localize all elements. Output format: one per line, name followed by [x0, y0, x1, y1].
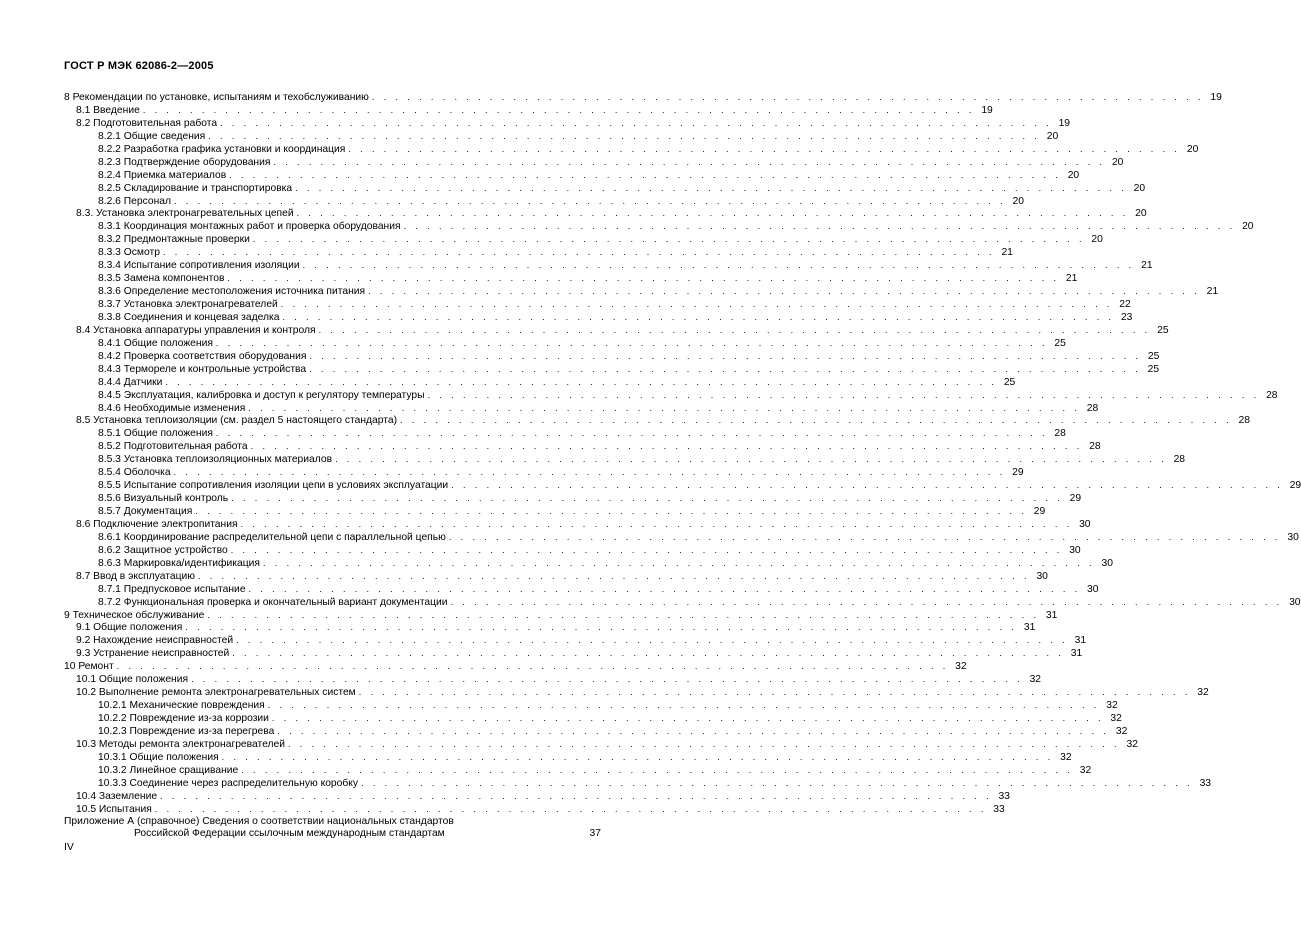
toc-entry-page: 21: [1065, 273, 1078, 285]
toc-entry-title: 8.3.8 Соединения и концевая заделка: [98, 312, 282, 325]
toc-entry-title: 8.3.2 Предмонтажные проверки: [98, 234, 253, 247]
toc-entry: [64, 324, 1169, 337]
toc-entry-title: 8.5.7 Документация: [98, 506, 195, 519]
toc-dot-leader: . . . . . . . . . . . . . . . . . . . . . . . . . . . . . . . . . . . . . . . . . . . . . . . . . . . . . . . . . . . . . . . . . . . . . . .: [427, 389, 1260, 400]
toc-entry-title: 10.2.3 Повреждение из-за перегрева: [98, 726, 277, 739]
toc-entry: [64, 531, 1299, 544]
toc-entry-title: 8.4.6 Необходимые изменения: [98, 403, 248, 416]
toc-entry-page: 25: [1054, 337, 1066, 349]
toc-entry-page: 31: [1023, 622, 1036, 634]
toc-entry-page: 21: [1001, 247, 1013, 259]
toc-entry-title: 8.3.4 Испытание сопротивления изоляции: [98, 260, 303, 273]
toc-entry-title: 8 Рекомендации по установке, испытаниям и техобслуживанию: [64, 92, 372, 105]
toc-entry: [64, 117, 1071, 130]
toc-dot-leader: . . . . . . . . . . . . . . . . . . . . . . . . . . . . . . . . . . . . . . . . . . . . . . . . . . . . . . . . . . . . . . . . . . . . . . .: [295, 182, 1128, 193]
toc-entry-page: 29: [1033, 506, 1046, 517]
toc-entry-page: 28: [1086, 402, 1099, 414]
toc-entry-title: 8.1 Введение: [76, 105, 143, 118]
toc-entry-title: 10.3 Методы ремонта электронагревателей: [76, 739, 288, 752]
toc-entry-page: 31: [1074, 635, 1087, 647]
toc-entry: [64, 350, 1160, 363]
toc-dot-leader: . . . . . . . . . . . . . . . . . . . . . . . . . . . . . . . . . . . . . . . . . . . . . . . . . . . . . . . . . . . . . . . . . . . . . . .: [154, 803, 987, 814]
toc-entry-title: 10.3.2 Линейное сращивание: [98, 765, 241, 778]
toc-entry: [64, 751, 1072, 764]
toc-entry-title: 10.2.2 Повреждение из-за коррозии: [98, 713, 272, 726]
toc-entry-page: 33: [993, 803, 1005, 815]
toc-entry-title: 8.5.1 Общие положения: [98, 428, 216, 441]
toc-dot-leader: . . . . . . . . . . . . . . . . . . . . . . . . . . . . . . . . . . . . . . . . . . . . . . . . . . . . . . . . . . . . . . . . . . . . . . .: [227, 273, 1060, 284]
toc-entry-title: 10.4 Заземление: [76, 791, 160, 804]
toc-dot-leader: . . . . . . . . . . . . . . . . . . . . . . . . . . . . . . . . . . . . . . . . . . . . . . . . . . . . . . . . . . . . . . . . . . . . . . .: [371, 92, 1204, 102]
toc-entry-page: 33: [998, 790, 1011, 802]
toc-entry: [64, 220, 1254, 233]
toc-dot-leader: . . . . . . . . . . . . . . . . . . . . . . . . . . . . . . . . . . . . . . . . . . . . . . . . . . . . . . . . . . . . . . . . . . . . . . .: [262, 557, 1095, 568]
toc-entry-title: 9.2 Нахождение неисправностей: [76, 635, 236, 648]
toc-entry: [64, 466, 1024, 479]
toc-entry-title: 8.5.3 Установка теплоизоляционных материалов: [98, 454, 335, 467]
toc-appendix-line1: Приложение А (справочное) Сведения о соответствии национальных стандартов: [64, 815, 454, 827]
toc-dot-leader: . . . . . . . . . . . . . . . . . . . . . . . . . . . . . . . . . . . . . . . . . . . . . . . . . . . . . . . . . . . . . . . . . . . . . . .: [195, 506, 1028, 516]
toc-dot-leader: . . . . . . . . . . . . . . . . . . . . . . . . . . . . . . . . . . . . . . . . . . . . . . . . . . . . . . . . . . . . . . . . . . . . . . .: [173, 467, 1006, 478]
toc-entry-page: 30: [1101, 557, 1113, 569]
toc-entry: [64, 777, 1212, 790]
toc-entry: [64, 311, 1133, 324]
toc-entry-title: 10.3.3 Соединение через распределительную коробку: [98, 778, 361, 791]
toc-entry: [64, 427, 1066, 440]
toc-dot-leader: . . . . . . . . . . . . . . . . . . . . . . . . . . . . . . . . . . . . . . . . . . . . . . . . . . . . . . . . . . . . . . . . . . . . . . .: [248, 583, 1081, 594]
toc-entry-title: 8.6.2 Защитное устройство: [98, 545, 231, 558]
toc-entry-title: 8.7 Ввод в эксплуатацию: [76, 571, 198, 584]
toc-entry-page: 29: [1289, 480, 1301, 492]
toc-dot-leader: . . . . . . . . . . . . . . . . . . . . . . . . . . . . . . . . . . . . . . . . . . . . . . . . . . . . . . . . . . . . . . . . . . . . . . .: [220, 117, 1053, 128]
toc-entry-page: 30: [1087, 583, 1099, 595]
toc-entry: [64, 712, 1122, 725]
toc-entry-page: 20: [1067, 169, 1080, 181]
toc-entry-page: 30: [1079, 518, 1091, 530]
toc-appendix-title: Российской Федерации ссылочным международным стандартам: [134, 828, 445, 840]
toc-entry: [64, 621, 1036, 634]
toc-entry-page: 19: [1210, 92, 1222, 103]
toc-entry: [64, 91, 1222, 104]
toc-entry-title: 8.7.2 Функциональная проверка и окончательный вариант документации: [98, 597, 451, 610]
toc-entry-page: 20: [1135, 208, 1147, 220]
toc-entry-title: 8.5.2 Подготовительная работа: [98, 441, 251, 454]
toc-entry: [64, 647, 1083, 660]
toc-dot-leader: . . . . . . . . . . . . . . . . . . . . . . . . . . . . . . . . . . . . . . . . . . . . . . . . . . . . . . . . . . . . . . . . . . . . . . .: [267, 700, 1100, 711]
toc-dot-leader: . . . . . . . . . . . . . . . . . . . . . . . . . . . . . . . . . . . . . . . . . . . . . . . . . . . . . . . . . . . . . . . . . . . . . . .: [207, 609, 1040, 620]
toc-entry-title: 8.3. Установка электронагревательных цепей: [76, 208, 297, 221]
toc-dot-leader: . . . . . . . . . . . . . . . . . . . . . . . . . . . . . . . . . . . . . . . . . . . . . . . . . . . . . . . . . . . . . . . . . . . . . . .: [282, 311, 1115, 322]
toc-entry-page: 21: [1206, 286, 1219, 298]
toc-dot-leader: . . . . . . . . . . . . . . . . . . . . . . . . . . . . . . . . . . . . . . . . . . . . . . . . . . . . . . . . . . . . . . . . . . . . . . .: [221, 751, 1054, 762]
toc-entry: [64, 803, 1005, 816]
document-header: ГОСТ Р МЭК 62086-2—2005: [64, 60, 214, 72]
toc-entry-title: 8.2.5 Складирование и транспортировка: [98, 183, 295, 196]
toc-entry: [64, 259, 1153, 272]
toc-entry-title: 8.5.4 Оболочка: [98, 467, 174, 480]
toc-entry-title: 8.4.2 Проверка соответствия оборудования: [98, 351, 309, 364]
toc-entry-title: 8.4.1 Общие положения: [98, 338, 216, 351]
toc-entry-page: 20: [1111, 156, 1124, 168]
toc-entry-title: 8.2.6 Персонал: [98, 196, 174, 209]
toc-entry: [64, 363, 1160, 376]
toc-entry: [64, 596, 1301, 609]
toc-entry: [64, 699, 1118, 712]
toc-entry: [64, 376, 1016, 389]
toc-entry: [64, 544, 1081, 557]
toc-entry: [64, 182, 1146, 195]
toc-entry-page: 28: [1089, 441, 1101, 453]
toc-entry-page: 32: [1060, 751, 1072, 763]
toc-entry: [64, 479, 1301, 492]
toc-entry-page: 28: [1266, 389, 1278, 401]
toc-entry: [64, 298, 1131, 311]
toc-entry-title: 8.2.1 Общие сведения: [98, 131, 208, 144]
toc-entry: [64, 143, 1199, 156]
toc-entry-page: 20: [1133, 182, 1146, 194]
toc-entry-page: 20: [1242, 221, 1254, 233]
toc-entry: [64, 233, 1103, 246]
toc-entry-title: 9.1 Общие положения: [76, 622, 185, 635]
toc-entry-page: 32: [955, 661, 967, 673]
toc-entry: [64, 660, 967, 673]
toc-entry: [64, 570, 1048, 583]
page-number-footer: IV: [64, 841, 74, 853]
toc-entry-page: 33: [1199, 777, 1212, 789]
toc-dot-leader: . . . . . . . . . . . . . . . . . . . . . . . . . . . . . . . . . . . . . . . . . . . . . . . . . . . . . . . . . . . . . . . . . . . . . . .: [215, 337, 1048, 348]
toc-entry-page: 29: [1012, 467, 1024, 479]
toc-entry: [64, 673, 1042, 686]
toc-entry: [64, 207, 1147, 220]
toc-dot-leader: . . . . . . . . . . . . . . . . . . . . . . . . . . . . . . . . . . . . . . . . . . . . . . . . . . . . . . . . . . . . . . . . . . . . . . .: [162, 247, 995, 258]
toc-entry-page: 20: [1186, 143, 1199, 155]
toc-dot-leader: . . . . . . . . . . . . . . . . . . . . . . . . . . . . . . . . . . . . . . . . . . . . . . . . . . . . . . . . . . . . . . . . . . . . . . .: [287, 738, 1120, 749]
toc-entry-title: 8.6 Подключение электропитания: [76, 519, 241, 532]
toc-entry: [64, 195, 1024, 208]
toc-dot-leader: . . . . . . . . . . . . . . . . . . . . . . . . . . . . . . . . . . . . . . . . . . . . . . . . . . . . . . . . . . . . . . . . . . . . . . .: [302, 260, 1135, 271]
toc-dot-leader: . . . . . . . . . . . . . . . . . . . . . . . . . . . . . . . . . . . . . . . . . . . . . . . . . . . . . . . . . . . . . . . . . . . . . . .: [208, 130, 1041, 141]
toc-entry: [64, 686, 1209, 699]
toc-entry-page: 19: [1058, 117, 1071, 129]
toc-entry: [64, 505, 1046, 518]
toc-dot-leader: . . . . . . . . . . . . . . . . . . . . . . . . . . . . . . . . . . . . . . . . . . . . . . . . . . . . . . . . . . . . . . . . . . . . . . .: [231, 493, 1064, 504]
toc-entry: [64, 169, 1080, 182]
toc-entry-page: 29: [1069, 493, 1082, 505]
toc-entry: [64, 790, 1011, 803]
toc-entry: [64, 130, 1059, 143]
toc-entry-title: 8.5 Установка теплоизоляции (см. раздел 5 настоящего стандарта): [76, 415, 400, 428]
toc-dot-leader: . . . . . . . . . . . . . . . . . . . . . . . . . . . . . . . . . . . . . . . . . . . . . . . . . . . . . . . . . . . . . . . . . . . . . . .: [229, 169, 1062, 180]
toc-entry: [64, 440, 1101, 453]
toc-dot-leader: . . . . . . . . . . . . . . . . . . . . . . . . . . . . . . . . . . . . . . . . . . . . . . . . . . . . . . . . . . . . . . . . . . . . . . .: [165, 376, 998, 387]
toc-entry-title: 8.4.4 Датчики: [98, 377, 165, 390]
toc-entry-title: 10.2 Выполнение ремонта электронагревательных систем: [76, 687, 359, 700]
toc-dot-leader: . . . . . . . . . . . . . . . . . . . . . . . . . . . . . . . . . . . . . . . . . . . . . . . . . . . . . . . . . . . . . . . . . . . . . . .: [358, 687, 1191, 698]
toc-entry: [64, 156, 1124, 169]
toc-dot-leader: . . . . . . . . . . . . . . . . . . . . . . . . . . . . . . . . . . . . . . . . . . . . . . . . . . . . . . . . . . . . . . . . . . . . . . .: [230, 544, 1063, 555]
toc-entry-title: 8.2 Подготовительная работа: [76, 118, 220, 131]
toc-entry-title: 8.2.2 Разработка графика установки и координация: [98, 144, 348, 157]
toc-entry: [64, 583, 1099, 596]
toc-dot-leader: . . . . . . . . . . . . . . . . . . . . . . . . . . . . . . . . . . . . . . . . . . . . . . . . . . . . . . . . . . . . . . . . . . . . . . .: [142, 104, 975, 115]
toc-entry: [64, 337, 1066, 350]
toc-entry-page: 32: [1126, 738, 1138, 750]
toc-entry-page: 21: [1141, 260, 1153, 272]
toc-entry: [64, 246, 1013, 259]
toc-entry-page: 31: [1045, 609, 1058, 621]
toc-entry-page: 32: [1106, 700, 1118, 712]
toc-entry-title: 10.3.1 Общие положения: [98, 752, 222, 765]
toc-entry: [64, 725, 1128, 738]
toc-entry-title: 8.2.3 Подтверждение оборудования: [98, 157, 273, 170]
toc-entry-page: 20: [1012, 195, 1024, 207]
toc-entry-title: 9 Техническое обслуживание: [64, 610, 207, 623]
toc-entry: [64, 518, 1091, 531]
toc-entry-title: 8.6.3 Маркировка/идентификация: [98, 558, 263, 571]
toc-entry-title: 8.5.6 Визуальный контроль: [98, 493, 231, 506]
toc-dot-leader: . . . . . . . . . . . . . . . . . . . . . . . . . . . . . . . . . . . . . . . . . . . . . . . . . . . . . . . . . . . . . . . . . . . . . . .: [450, 596, 1283, 607]
table-of-contents: [64, 91, 1301, 841]
toc-entry-page: 32: [1110, 713, 1122, 724]
toc-dot-leader: . . . . . . . . . . . . . . . . . . . . . . . . . . . . . . . . . . . . . . . . . . . . . . . . . . . . . . . . . . . . . . . . . . . . . . .: [250, 441, 1083, 452]
toc-entry-title: 8.3.7 Установка электронагревателей: [98, 299, 281, 312]
toc-entry-title: 10.1 Общие положения: [76, 674, 191, 687]
toc-entry-page: 28: [1054, 428, 1066, 440]
toc-entry-title: 9.3 Устранение неисправностей: [76, 648, 232, 661]
toc-entry-title: 8.2.4 Приемка материалов: [98, 170, 229, 183]
toc-entry-page: 30: [1289, 596, 1301, 608]
toc-entry-page: 25: [1003, 376, 1016, 388]
toc-appendix-page: 37: [589, 828, 601, 840]
toc-entry: [64, 492, 1082, 505]
toc-dot-leader: . . . . . . . . . . . . . . . . . . . . . . . . . . . . . . . . . . . . . . . . . . . . . . . . . . . . . . . . . . . . . . . . . . . . . . .: [318, 324, 1151, 335]
toc-dot-leader: . . . . . . . . . . . . . . . . . . . . . . . . . . . . . . . . . . . . . . . . . . . . . . . . . . . . . . . . . . . . . . . . . . . . . . .: [348, 143, 1181, 154]
toc-entry-title: 8.6.1 Координирование распределительной цепи с параллельной цепью: [98, 532, 449, 545]
toc-entry: [64, 414, 1251, 427]
toc-entry: [64, 764, 1092, 777]
toc-entry: [64, 285, 1219, 298]
toc-entry-title: 10 Ремонт: [64, 661, 117, 674]
toc-entry: [64, 557, 1113, 570]
toc-entry-page: 25: [1147, 350, 1160, 362]
toc-appendix-line2: [64, 828, 601, 841]
toc-dot-leader: . . . . . . . . . . . . . . . . . . . . . . . . . . . . . . . . . . . . . . . . . . . . . . . . . . . . . . . . . . . . . . . . . . . . . . .: [280, 299, 1113, 309]
toc-entry-title: 8.4.3 Термореле и контрольные устройства: [98, 364, 309, 377]
toc-dot-leader: . . . . . . . . . . . . . . . . . . . . . . . . . . . . . . . . . . . . . . . . . . . . . . . . . . . . . . . . . . . . . . . . . . . . . . .: [448, 531, 1281, 542]
toc-dot-leader: . . . . . . . . . . . . . . . . . . . . . . . . . . . . . . . . . . . . . . . . . . . . . . . . . . . . . . . . . . . . . . . . . . . . . . .: [241, 764, 1074, 775]
toc-entry-page: 32: [1197, 687, 1209, 699]
toc-dot-leader: . . . . . . . . . . . . . . . . . . . . . . . . . . . . . . . . . . . . . . . . . . . . . . . . . . . . . . . . . . . . . . . . . . . . . . .: [309, 363, 1142, 374]
toc-entry: [64, 402, 1099, 415]
toc-dot-leader: . . . . . . . . . . . . . . . . . . . . . . . . . . . . . . . . . . . . . . . . . . . . . . . . . . . . . . . . . . . . . . . . . . . . . . .: [368, 286, 1201, 297]
toc-entry: [64, 634, 1087, 647]
toc-entry: [64, 104, 993, 117]
toc-entry-title: 10.2.1 Механические повреждения: [98, 700, 268, 713]
toc-entry-page: 22: [1119, 299, 1131, 310]
toc-entry: [64, 389, 1278, 402]
toc-entry-page: 20: [1091, 234, 1103, 246]
toc-entry-title: 10.5 Испытания: [76, 804, 155, 817]
toc-dot-leader: . . . . . . . . . . . . . . . . . . . . . . . . . . . . . . . . . . . . . . . . . . . . . . . . . . . . . . . . . . . . . . . . . . . . . . .: [236, 635, 1069, 646]
toc-entry: [64, 609, 1058, 622]
toc-dot-leader: . . . . . . . . . . . . . . . . . . . . . . . . . . . . . . . . . . . . . . . . . . . . . . . . . . . . . . . . . . . . . . . . . . . . . . .: [271, 713, 1104, 723]
toc-dot-leader: . . . . . . . . . . . . . . . . . . . . . . . . . . . . . . . . . . . . . . . . . . . . . . . . . . . . . . . . . . . . . . . . . . . . . . .: [252, 234, 1085, 245]
toc-dot-leader: . . . . . . . . . . . . . . . . . . . . . . . . . . . . . . . . . . . . . . . . . . . . . . . . . . . . . . . . . . . . . . . . . . . . . . .: [197, 570, 1030, 581]
toc-entry-page: 31: [1070, 648, 1083, 660]
toc-dot-leader: . . . . . . . . . . . . . . . . . . . . . . . . . . . . . . . . . . . . . . . . . . . . . . . . . . . . . . . . . . . . . . . . . . . . . . .: [403, 221, 1236, 232]
toc-dot-leader: . . . . . . . . . . . . . . . . . . . . . . . . . . . . . . . . . . . . . . . . . . . . . . . . . . . . . . . . . . . . . . . . . . . . . . .: [116, 661, 949, 672]
toc-entry-page: 32: [1079, 764, 1092, 776]
toc-entry: [64, 272, 1078, 285]
toc-entry-page: 28: [1238, 415, 1251, 427]
toc-dot-leader: . . . . . . . . . . . . . . . . . . . . . . . . . . . . . . . . . . . . . . . . . . . . . . . . . . . . . . . . . . . . . . . . . . . . . . .: [215, 428, 1048, 439]
toc-dot-leader: . . . . . . . . . . . . . . . . . . . . . . . . . . . . . . . . . . . . . . . . . . . . . . . . . . . . . . . . . . . . . . . . . . . . . . .: [191, 674, 1024, 685]
toc-dot-leader: . . . . . . . . . . . . . . . . . . . . . . . . . . . . . . . . . . . . . . . . . . . . . . . . . . . . . . . . . . . . . . . . . . . . . . .: [335, 454, 1168, 465]
toc-dot-leader: . . . . . . . . . . . . . . . . . . . . . . . . . . . . . . . . . . . . . . . . . . . . . . . . . . . . . . . . . . . . . . . . . . . . . . .: [309, 350, 1142, 361]
toc-entry-title: 8.7.1 Предпусковое испытание: [98, 584, 249, 597]
toc-entry-page: 25: [1147, 363, 1160, 375]
toc-dot-leader: . . . . . . . . . . . . . . . . . . . . . . . . . . . . . . . . . . . . . . . . . . . . . . . . . . . . . . . . . . . . . . . . . . . . . . .: [451, 480, 1284, 491]
toc-entry-title: 8.3.1 Координация монтажных работ и проверка оборудования: [98, 221, 404, 234]
toc-entry-page: 30: [1069, 544, 1081, 556]
toc-dot-leader: . . . . . . . . . . . . . . . . . . . . . . . . . . . . . . . . . . . . . . . . . . . . . . . . . . . . . . . . . . . . . . . . . . . . . . .: [361, 777, 1194, 788]
toc-entry-page: 30: [1036, 570, 1048, 582]
toc-entry-page: 32: [1115, 725, 1128, 737]
toc-entry-page: 23: [1120, 311, 1133, 323]
toc-entry-title: 8.3.5 Замена компонентов: [98, 273, 227, 286]
toc-entry-page: 32: [1029, 674, 1042, 686]
toc-dot-leader: . . . . . . . . . . . . . . . . . . . . . . . . . . . . . . . . . . . . . . . . . . . . . . . . . . . . . . . . . . . . . . . . . . . . . . .: [273, 156, 1106, 167]
toc-entry-title: 8.3.3 Осмотр: [98, 247, 163, 260]
toc-entry-title: 8.5.5 Испытание сопротивления изоляции цепи в условиях эксплуатации: [98, 480, 451, 493]
toc-dot-leader: . . . . . . . . . . . . . . . . . . . . . . . . . . . . . . . . . . . . . . . . . . . . . . . . . . . . . . . . . . . . . . . . . . . . . . .: [277, 725, 1110, 736]
toc-entry: [64, 738, 1138, 751]
toc-entry-page: 19: [981, 104, 993, 116]
toc-dot-leader: . . . . . . . . . . . . . . . . . . . . . . . . . . . . . . . . . . . . . . . . . . . . . . . . . . . . . . . . . . . . . . . . . . . . . . .: [400, 415, 1233, 426]
toc-entry-title: 8.3.6 Определение местоположения источника питания: [98, 286, 368, 299]
toc-entry-page: 20: [1046, 130, 1059, 142]
toc-dot-leader: . . . . . . . . . . . . . . . . . . . . . . . . . . . . . . . . . . . . . . . . . . . . . . . . . . . . . . . . . . . . . . . . . . . . . . .: [232, 648, 1065, 659]
toc-dot-leader: . . . . . . . . . . . . . . . . . . . . . . . . . . . . . . . . . . . . . . . . . . . . . . . . . . . . . . . . . . . . . . . . . . . . . . .: [160, 790, 993, 801]
toc-dot-leader: . . . . . . . . . . . . . . . . . . . . . . . . . . . . . . . . . . . . . . . . . . . . . . . . . . . . . . . . . . . . . . . . . . . . . . .: [296, 208, 1129, 219]
toc-entry-page: 30: [1287, 531, 1299, 543]
toc-dot-leader: . . . . . . . . . . . . . . . . . . . . . . . . . . . . . . . . . . . . . . . . . . . . . . . . . . . . . . . . . . . . . . . . . . . . . . .: [240, 518, 1073, 529]
toc-dot-leader: . . . . . . . . . . . . . . . . . . . . . . . . . . . . . . . . . . . . . . . . . . . . . . . . . . . . . . . . . . . . . . . . . . . . . . .: [185, 622, 1018, 633]
toc-entry-page: 28: [1173, 454, 1186, 466]
toc-entry-page: 25: [1157, 324, 1169, 336]
toc-dot-leader: . . . . . . . . . . . . . . . . . . . . . . . . . . . . . . . . . . . . . . . . . . . . . . . . . . . . . . . . . . . . . . . . . . . . . . .: [248, 402, 1081, 413]
toc-entry-title: 8.4 Установка аппаратуры управления и контроля: [76, 325, 319, 338]
toc-entry: [64, 453, 1186, 466]
toc-entry-title: 8.4.5 Эксплуатация, калибровка и доступ к регулятору температуры: [98, 390, 428, 403]
toc-dot-leader: . . . . . . . . . . . . . . . . . . . . . . . . . . . . . . . . . . . . . . . . . . . . . . . . . . . . . . . . . . . . . . . . . . . . . . .: [174, 195, 1006, 206]
